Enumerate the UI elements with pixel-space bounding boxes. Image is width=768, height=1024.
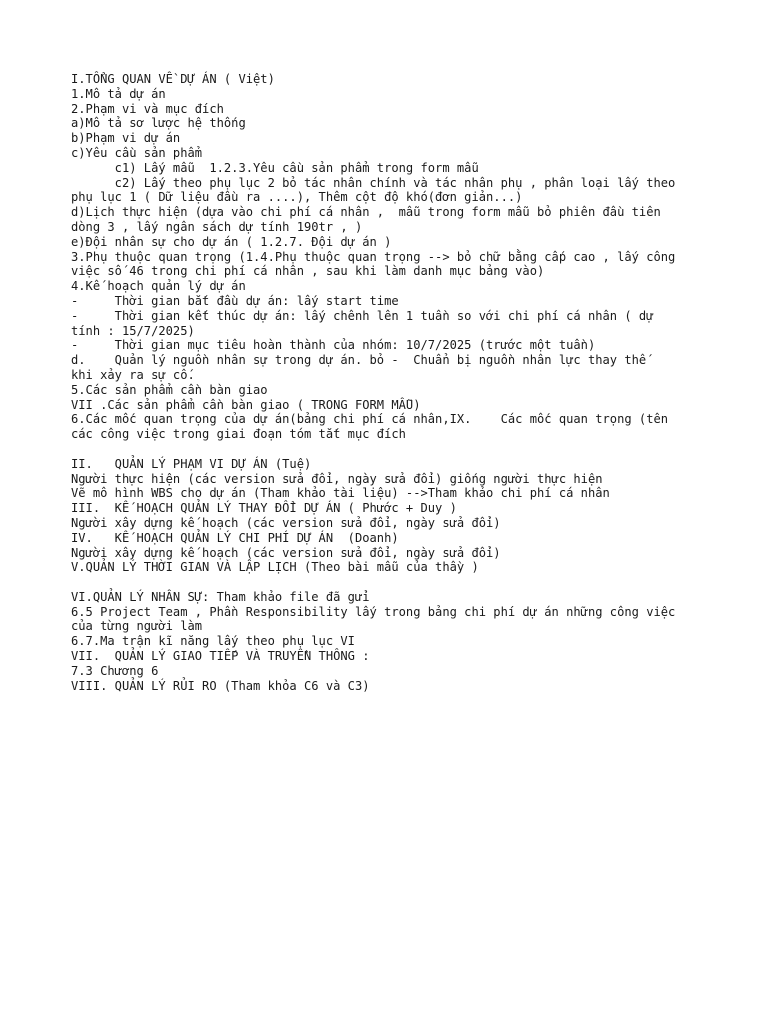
- text-line: d. Quản lý nguồn nhân sự trong dự án. bỏ - Chuẩn bị nguồn nhân lực thay thế: [71, 353, 647, 368]
- text-line: - Thời gian mục tiêu hoàn thành của nhóm: 10/7/2025 (trước một tuần): [71, 338, 596, 353]
- text-line: 5.Các sản phẩm cần bàn giao: [71, 382, 268, 397]
- text-line: Người xây dựng kế hoạch (các version sửa đổi, ngày sửa đổi): [71, 545, 501, 560]
- blank-line: [71, 575, 711, 590]
- text-line: c2) Lấy theo phụ lục 2 bỏ tác nhân chính và tác nhân phụ , phân loại lấy theo: [71, 175, 676, 190]
- text-line: của từng người làm: [71, 619, 203, 634]
- text-line: c)Yêu cầu sản phẩm: [71, 145, 203, 160]
- text-line: 7.3 Chương 6: [71, 663, 159, 678]
- text-line: 2.Phạm vi và mục đích: [71, 101, 224, 116]
- document-body: [71, 72, 711, 693]
- blank-line: [71, 442, 711, 457]
- text-line: Người thực hiện (các version sửa đổi, ngày sửa đổi) giống người thực hiện: [71, 471, 603, 486]
- text-line: II. QUẢN LÝ PHẠM VI DỰ ÁN (Tuệ): [71, 456, 312, 471]
- text-line: IV. KẾ HOẠCH QUẢN LÝ CHI PHÍ DỰ ÁN (Doanh): [71, 530, 399, 545]
- text-line: I.TỔNG QUAN VỀ DỰ ÁN ( Việt): [71, 72, 275, 86]
- text-line: tính : 15/7/2025): [71, 323, 195, 338]
- text-line: dòng 3 , lấy ngân sách dự tính 190tr , ): [71, 219, 363, 234]
- text-line: c1) Lấy mẫu 1.2.3.Yêu cầu sản phẩm trong form mẫu: [71, 160, 479, 175]
- text-line: b)Phạm vi dự án: [71, 131, 181, 146]
- text-line: 6.Các mốc quan trọng của dự án(bảng chi phí cá nhân,IX. Các mốc quan trọng (tên: [71, 412, 669, 427]
- text-line: - Thời gian kết thúc dự án: lấy chênh lên 1 tuần so với chi phí cá nhân ( dự: [71, 308, 654, 323]
- text-line: - Thời gian bắt đầu dự án: lấy start time: [71, 293, 399, 308]
- text-line: 4.Kế hoạch quản lý dự án: [71, 279, 246, 294]
- text-line: e)Đội nhân sự cho dự án ( 1.2.7. Đội dự án ): [71, 234, 392, 249]
- text-line: III. KẾ HOẠCH QUẢN LÝ THAY ĐỔI DỰ ÁN ( Phước + Duy ): [71, 501, 457, 516]
- text-line: 3.Phụ thuộc quan trọng (1.4.Phụ thuộc quan trọng --> bỏ chữ bằng cấp cao , lấy công: [71, 249, 676, 264]
- text-line: VI.QUẢN LÝ NHÂN SỰ: Tham khảo file đã gửi: [71, 589, 370, 604]
- text-line: việc số 46 trong chi phí cá nhân , sau khi làm danh mục bảng vào): [71, 264, 545, 279]
- text-line: khi xảy ra sự cố.: [71, 367, 195, 382]
- text-line: Người xây dựng kế hoạch (các version sửa đổi, ngày sửa đổi): [71, 515, 501, 530]
- text-line: 6.5 Project Team , Phần Responsibility lấy trong bảng chi phí dự án những công việc: [71, 604, 676, 619]
- text-line: Vẽ mô hình WBS cho dự án (Tham khảo tài liệu) -->Tham khảo chi phí cá nhân: [71, 486, 610, 501]
- text-line: 1.Mô tả dự án: [71, 86, 166, 101]
- text-line: phụ lục 1 ( Dữ liệu đầu ra ....), Thêm cột độ khó(đơn giản...): [71, 190, 523, 205]
- text-line: a)Mô tả sơ lược hệ thống: [71, 116, 246, 131]
- text-line: d)Lịch thực hiện (dựa vào chi phí cá nhân , mẫu trong form mẫu bỏ phiên đầu tiên: [71, 205, 661, 220]
- text-line: 6.7.Ma trận kĩ năng lấy theo phụ lục VI: [71, 634, 355, 649]
- text-line: VIII. QUẢN LÝ RỦI RO (Tham khỏa C6 và C3): [71, 678, 370, 693]
- text-line: VII. QUẢN LÝ GIAO TIẾP VÀ TRUYỀN THÔNG :: [71, 649, 370, 664]
- text-line: các công việc trong giai đoạn tóm tắt mục đích: [71, 427, 406, 442]
- text-line: V.QUẢN LÝ THỜI GIAN VÀ LẬP LỊCH (Theo bài mẫu của thầy ): [71, 560, 479, 575]
- text-line: VII .Các sản phẩm cần bàn giao ( TRONG FORM MẪU): [71, 397, 421, 412]
